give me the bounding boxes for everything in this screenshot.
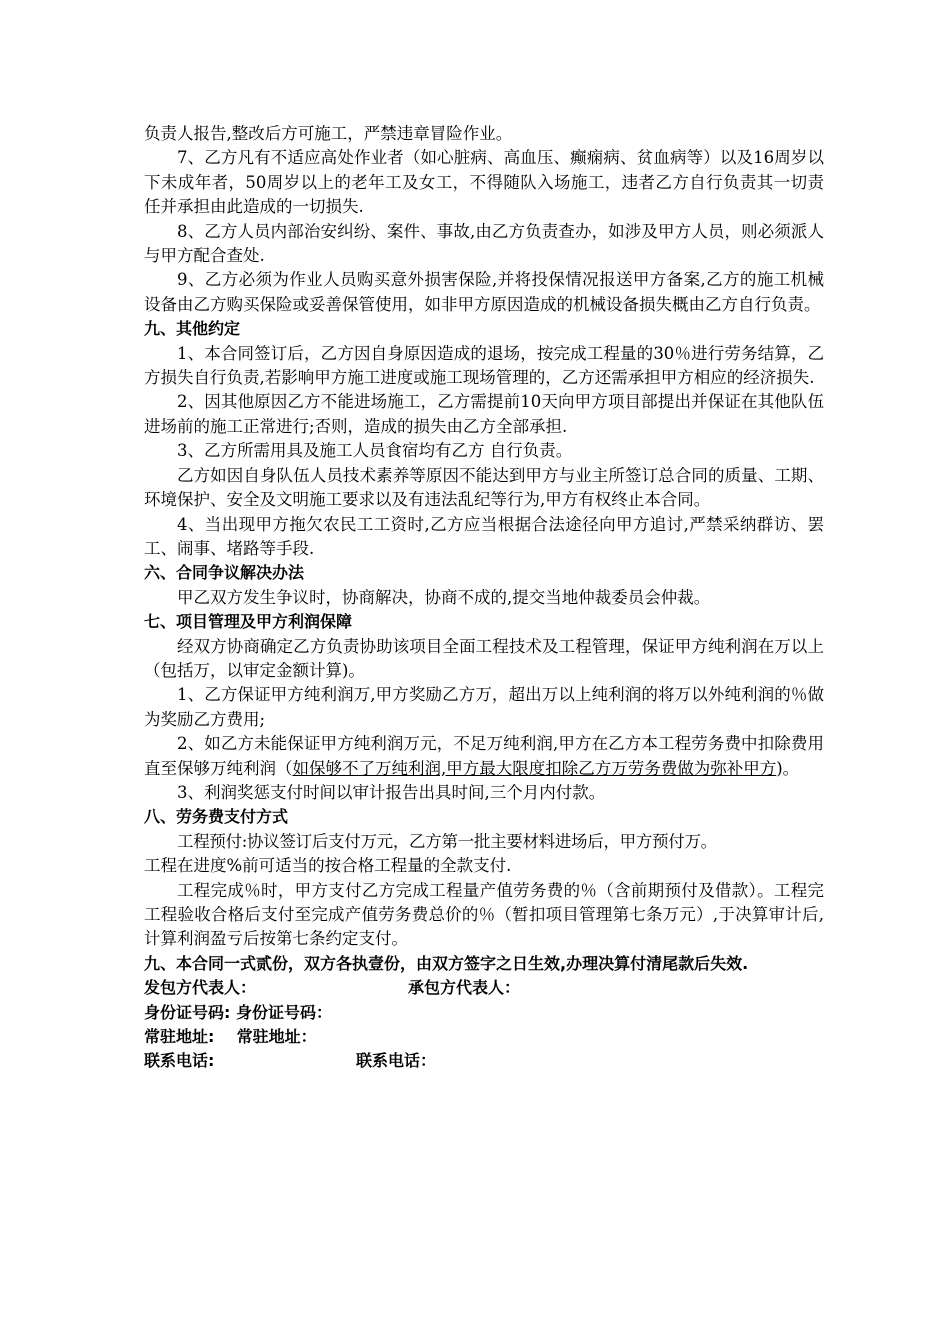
paragraph-project-intro: 经双方协商确定乙方负责协助该项目全面工程技术及工程管理，保证甲方纯利润在万以上（包括万，以审定金额计算)。 <box>144 636 824 680</box>
paragraph-payment-1b: 工程在进度%前可适当的按合格工程量的全款支付. <box>144 856 512 876</box>
paragraph-other-3b: 乙方如因自身队伍人员技术素养等原因不能达到甲方与业主所签订总合同的质量、工期、环境保护、安全及文明施工要求以及有违法乱纪等行为,甲方有权终止本合同。 <box>144 465 824 510</box>
paragraph-other-1: 1、本合同签订后，乙方因自身原因造成的退场，按完成工程量的30％进行劳务结算，乙方损失自行负责,若影响甲方施工进度或施工现场管理的，乙方还需承担甲方相应的经济损失. <box>144 343 824 388</box>
paragraph-other-4: 4、当出现甲方拖欠农民工工资时,乙方应当根据合法途径向甲方追讨,严禁采纳群访、罢工、闹事、堵路等手段. <box>144 514 824 558</box>
paragraph-payment-2: 工程完成％时，甲方支付乙方完成工程量产值劳务费的％（含前期预付及借款）。工程完工程验收合格后支付至完成产值劳务费总价的％（暂扣项目管理第七条万元）,于决算审计后,计算利润盈亏后按第七条约定支付。 <box>144 880 824 949</box>
paragraph-continuation: 负责人报告,整改后方可施工，严禁违章冒险作业。 <box>144 124 513 143</box>
paragraph-other-2: 2、因其他原因乙方不能进场施工，乙方需提前10天向甲方项目部提出并保证在其他队伍进场前的施工正常进行;否则，造成的损失由乙方全部承担. <box>144 392 824 436</box>
heading-project-management: 七、项目管理及甲方利润保障 <box>144 612 353 632</box>
signature-address-line: 常驻地址: 常驻地址： <box>144 1027 317 1047</box>
paragraph-project-3: 3、利润奖惩支付时间以审计报告出具时间,三个月内付款。 <box>177 782 606 802</box>
paragraph-item-7: 7、乙方凡有不适应高处作业者（如心脏病、高血压、癫痫病、贫血病等）以及16周岁以下未成年者，50周岁以上的老年工及女工，不得随队入场施工，违者乙方自行负责其一切责任并承担由此造成的一切损失. <box>144 148 824 217</box>
paragraph-other-3: 3、乙方所需用具及施工人员食宿均有乙方 自行负责。 <box>177 441 573 461</box>
paragraph-payment-1: 工程预付:协议签订后支付万元，乙方第一批主要材料进场后，甲方预付万。 <box>177 831 717 851</box>
signature-rep-line <box>144 976 824 1000</box>
paragraph-project-1: 1、乙方保证甲方纯利润万,甲方奖励乙方万，超出万以上纯利润的将万以外纯利润的％做为奖励乙方费用; <box>144 685 824 729</box>
document-page <box>144 122 824 1074</box>
heading-copies: 九、本合同一式贰份，双方各执壹份，由双方签字之日生效,办理决算付清尾款后失效. <box>144 953 749 973</box>
phone-left-label: 联系电话: <box>144 1051 215 1071</box>
phone-right-label: 联系电话： <box>356 1051 437 1071</box>
project-2-end: )。 <box>776 758 800 778</box>
paragraph-project-2 <box>144 732 824 781</box>
project-2-text: 2、如乙方未能保证甲方纯利润万元，不足万纯利润,甲方在乙方本工程劳务费中扣除费用直至保够万纯利润（ <box>144 734 824 778</box>
signature-id-line: 身份证号码: 身份证号码： <box>144 1002 332 1022</box>
heading-other-agreements: 九、其他约定 <box>144 319 241 339</box>
project-2-underlined: 如保够不了万纯利润,甲方最大限度扣除乙方万劳务费做为弥补甲方 <box>292 758 777 778</box>
paragraph-dispute: 甲乙双方发生争议时，协商解决，协商不成的,提交当地仲裁委员会仲裁。 <box>177 587 711 607</box>
paragraph-item-8: 8、乙方人员内部治安纠纷、案件、事故,由乙方负责查办，如涉及甲方人员，则必须派人与甲方配合查处. <box>144 221 824 266</box>
paragraph-item-9: 9、乙方必须为作业人员购买意外损害保险,并将投保情况报送甲方备案,乙方的施工机械设备由乙方购买保险或妥善保管使用，如非甲方原因造成的机械设备损失概由乙方自行负责。 <box>144 270 824 314</box>
contractor-rep-label: 承包方代表人： <box>408 978 521 998</box>
signature-phone-line <box>144 1049 824 1073</box>
heading-dispute-resolution: 六、合同争议解决办法 <box>144 563 305 583</box>
heading-payment: 八、劳务费支付方式 <box>144 807 289 827</box>
employer-rep-label: 发包方代表人： <box>144 978 257 998</box>
